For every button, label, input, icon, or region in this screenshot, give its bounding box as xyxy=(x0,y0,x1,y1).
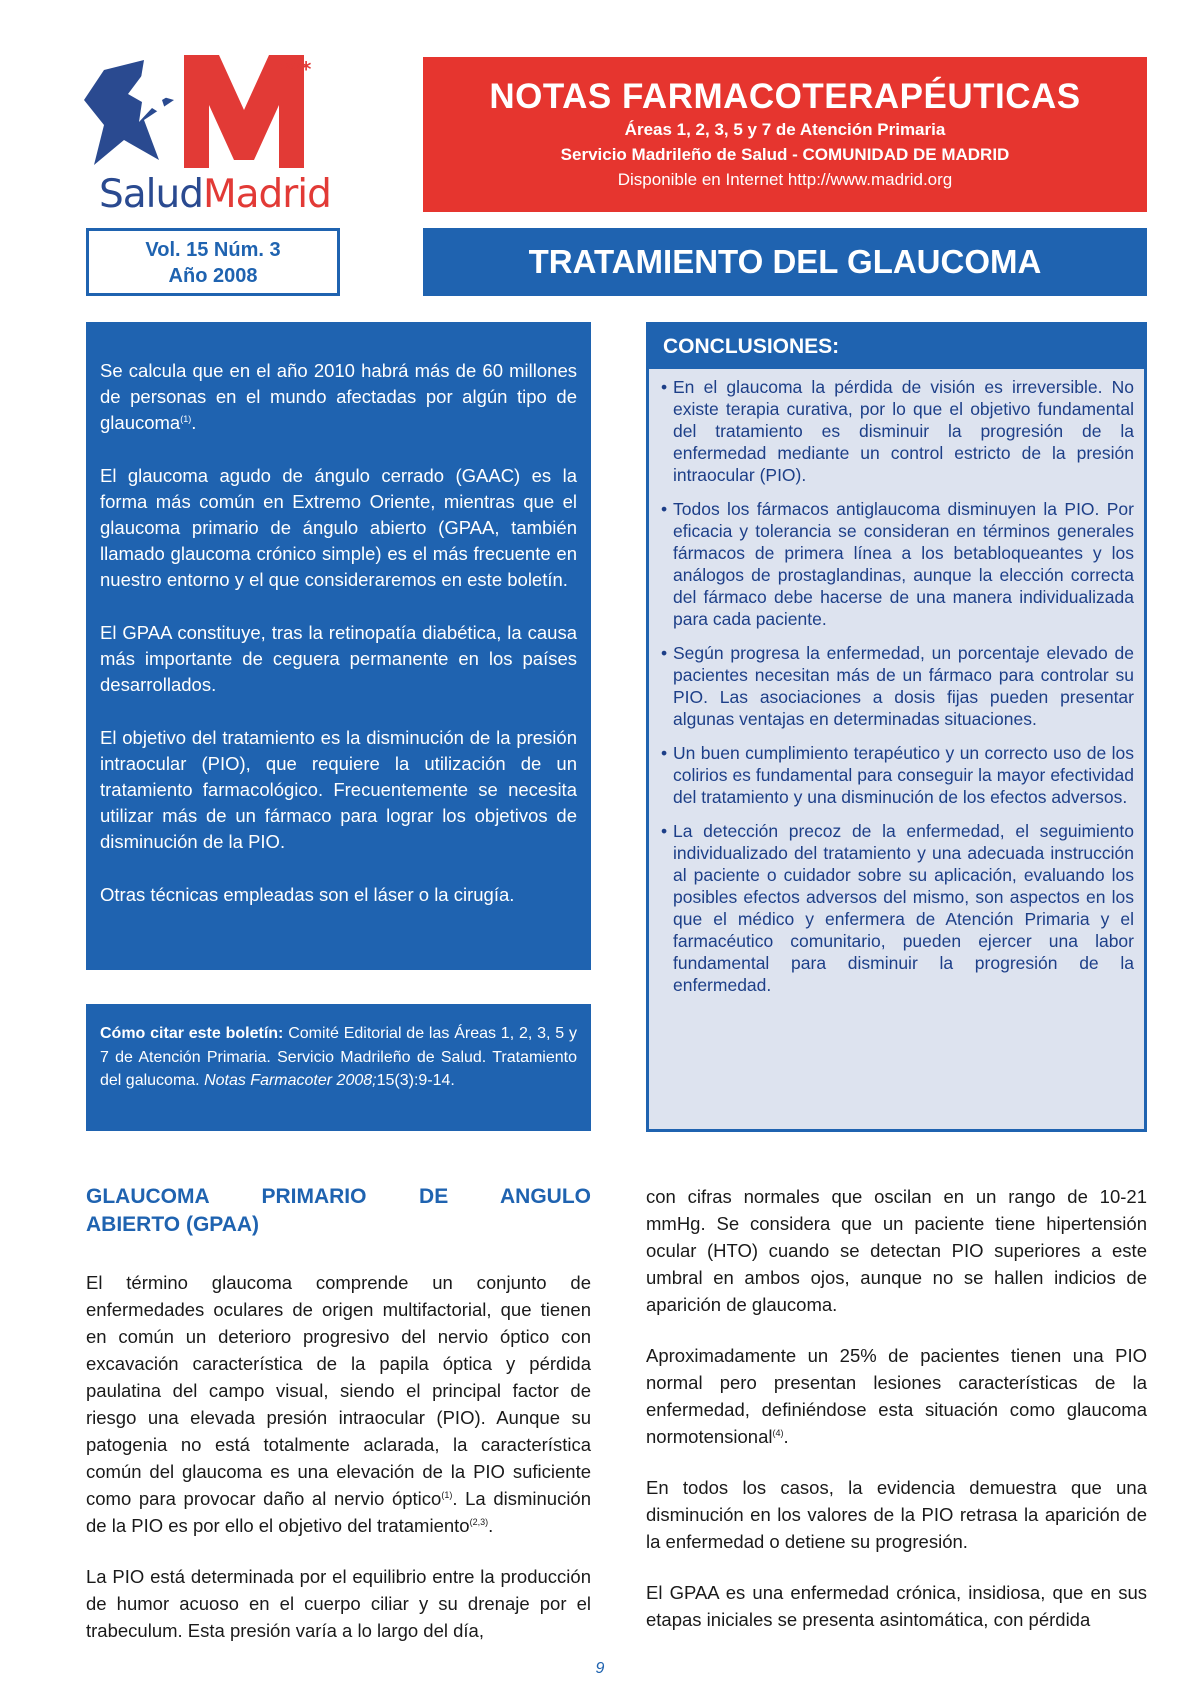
intro-paragraph-4: El objetivo del tratamiento es la disminución de la presión intraocular (PIO), que requiere la utilización de un tratamiento farmacológico. Frecuentemente se necesita utilizar más de un fármaco para lograr los objetivos de disminución de la PIO. xyxy=(100,727,577,852)
conclusion-item: • En el glaucoma la pérdida de visión es irreversible. No existe terapia curativa, por lo que el objetivo fundamental del tratamiento es disminuir la progresión de la enfermedad mediante un control estricto de la presión intraocular (PIO). xyxy=(661,376,1134,486)
conclusion-item: • Todos los fármacos antiglaucoma disminuyen la PIO. Por eficacia y tolerancia se consideran en términos generales fármacos de primera línea a los betabloqueantes y los análogos de prostaglandinas, aunque la elección correcta del fármaco debe hacerse de una manera individualizada para cada paciente. xyxy=(661,498,1134,630)
body-paragraph: La PIO está determinada por el equilibrio entre la producción de humor acuoso en el cuerpo ciliar y su drenaje por el trabeculum. Esta presión varía a lo largo del día, xyxy=(86,1566,591,1641)
section-title xyxy=(86,1183,591,1239)
header-service: Servicio Madrileño de Salud - COMUNIDAD DE MADRID xyxy=(560,145,1010,164)
intro-paragraph-2: El glaucoma agudo de ángulo cerrado (GAAC) es la forma más común en Extremo Oriente, mientras que el glaucoma primario de ángulo abierto (GPAA, también llamado glaucoma crónico simple) es el más frecuente en nuestro entorno y el que consideraremos en este boletín. xyxy=(100,465,577,590)
body-paragraph: Aproximadamente un 25% de pacientes tienen una PIO normal pero presentan lesiones características de la enfermedad, definiéndose esta situación como glaucoma normotensional$^{(4)}$. xyxy=(646,1345,1147,1447)
intro-paragraph-3: El GPAA constituye, tras la retinopatía diabética, la causa más importante de ceguera permanente en los países desarrollados. xyxy=(100,622,577,695)
conclusion-item: • Según progresa la enfermedad, un porcentaje elevado de pacientes necesitan más de un fármaco para controlar su PIO. Las asociaciones a dosis fijas pueden presentar algunas ventajas en determinadas situaciones. xyxy=(661,642,1134,730)
publication-title: NOTAS FARMACOTERAPÉUTICAS xyxy=(489,77,1081,116)
header-internet: Disponible en Internet http://www.madrid.org xyxy=(617,170,953,189)
header-areas: Áreas 1, 2, 3, 5 y 7 de Atención Primaria xyxy=(624,120,946,139)
conclusion-item: • Un buen cumplimiento terapéutico y un correcto uso de los colirios es fundamental para conseguir la mayor efectividad del tratamiento y una disminución de los efectos adversos. xyxy=(661,742,1134,808)
section-title-line1: GLAUCOMA PRIMARIO DE ANGULO xyxy=(86,1185,591,1208)
body-column-right xyxy=(646,1183,1147,1657)
conclusions-list xyxy=(661,376,1134,1008)
ref-superscript: (4) xyxy=(772,1427,784,1438)
ref-superscript: (2,3) xyxy=(469,1516,489,1527)
logo-madrid: Madrid xyxy=(202,172,331,217)
ref-superscript: (1) xyxy=(180,413,192,424)
issue-volume: Vol. 15 Núm. 3 xyxy=(145,239,281,261)
body-paragraph: con cifras normales que oscilan en un rango de 10-21 mmHg. Se considera que un paciente tiene hipertensión ocular (HTO) cuando se detectan PIO superiores a este umbral en ambos ojos, aunque no se hallen indicios de aparición de glaucoma. xyxy=(646,1186,1147,1315)
body-paragraph: En todos los casos, la evidencia demuestra que una disminución en los valores de la PIO retrasa la aparición de la enfermedad o detiene su progresión. xyxy=(646,1477,1147,1552)
intro-paragraph-5: Otras técnicas empleadas son el láser o la cirugía. xyxy=(100,884,515,905)
publication-header xyxy=(423,57,1147,212)
body-paragraph: El término glaucoma comprende un conjunto de enfermedades oculares de origen multifactorial, que tienen en común un deterioro progresivo del nervio óptico con excavación característica de la papila óptica y pérdida paulatina del campo visual, siendo el principal factor de riesgo una elevada presión intraocular (PIO). Aunque su patogenia no está totalmente aclarada, la característica común del glaucoma es una elevación de la PIO suficiente como para provocar daño al nervio óptico$^{(1)}$. La disminución de la PIO es por ello el objetivo del tratamiento$^{(2,3)}$. xyxy=(86,1272,592,1536)
issue-year: Año 2008 xyxy=(168,265,258,287)
conclusions-heading: CONCLUSIONES: xyxy=(649,325,1144,369)
body-column-left xyxy=(86,1183,591,1668)
citation-journal: Notas Farmacoter 2008; xyxy=(204,1072,377,1089)
conclusions-box xyxy=(646,322,1147,1132)
logo-salud: Salud xyxy=(99,172,203,217)
intro-paragraph-1: Se calcula que en el año 2010 habrá más de 60 millones de personas en el mundo afectadas por algún tipo de glaucoma$^{(1)}$. xyxy=(100,360,577,433)
citation-ref: 15(3):9-14. xyxy=(376,1072,455,1089)
ref-superscript: (1) xyxy=(441,1489,453,1500)
article-title: TRATAMIENTO DEL GLAUCOMA xyxy=(423,228,1147,296)
conclusion-item: • La detección precoz de la enfermedad, el seguimiento individualizado del tratamiento y una adecuada instrucción al paciente o cuidador sobre su aplicación, evaluando los posibles efectos adversos del mismo, son aspectos en los que el médico y enfermera de Atención Primaria y el farmacéutico comunitario, pueden ejercer una labor fundamental para disminuir la progresión de la enfermedad. xyxy=(661,820,1134,996)
body-paragraph: El GPAA es una enfermedad crónica, insidiosa, que en sus etapas iniciales se presenta asintomática, con pérdida xyxy=(646,1582,1147,1630)
logo-wordmark xyxy=(99,172,331,217)
page-number: 9 xyxy=(595,1660,605,1677)
logo-stars: *** xyxy=(280,57,312,81)
section-title-line2: ABIERTO (GPAA) xyxy=(86,1213,260,1236)
citation-label: Cómo citar este boletín: xyxy=(100,1025,284,1042)
citation-text: Comité Editorial de las Áreas 1, 2, 3, 5 y 7 de Atención Primaria. Servicio Madrileño de Salud. Tratamiento del galucoma. xyxy=(100,1025,578,1089)
citation-box xyxy=(86,1004,591,1131)
intro-panel xyxy=(86,322,591,970)
issue-box xyxy=(86,228,340,296)
